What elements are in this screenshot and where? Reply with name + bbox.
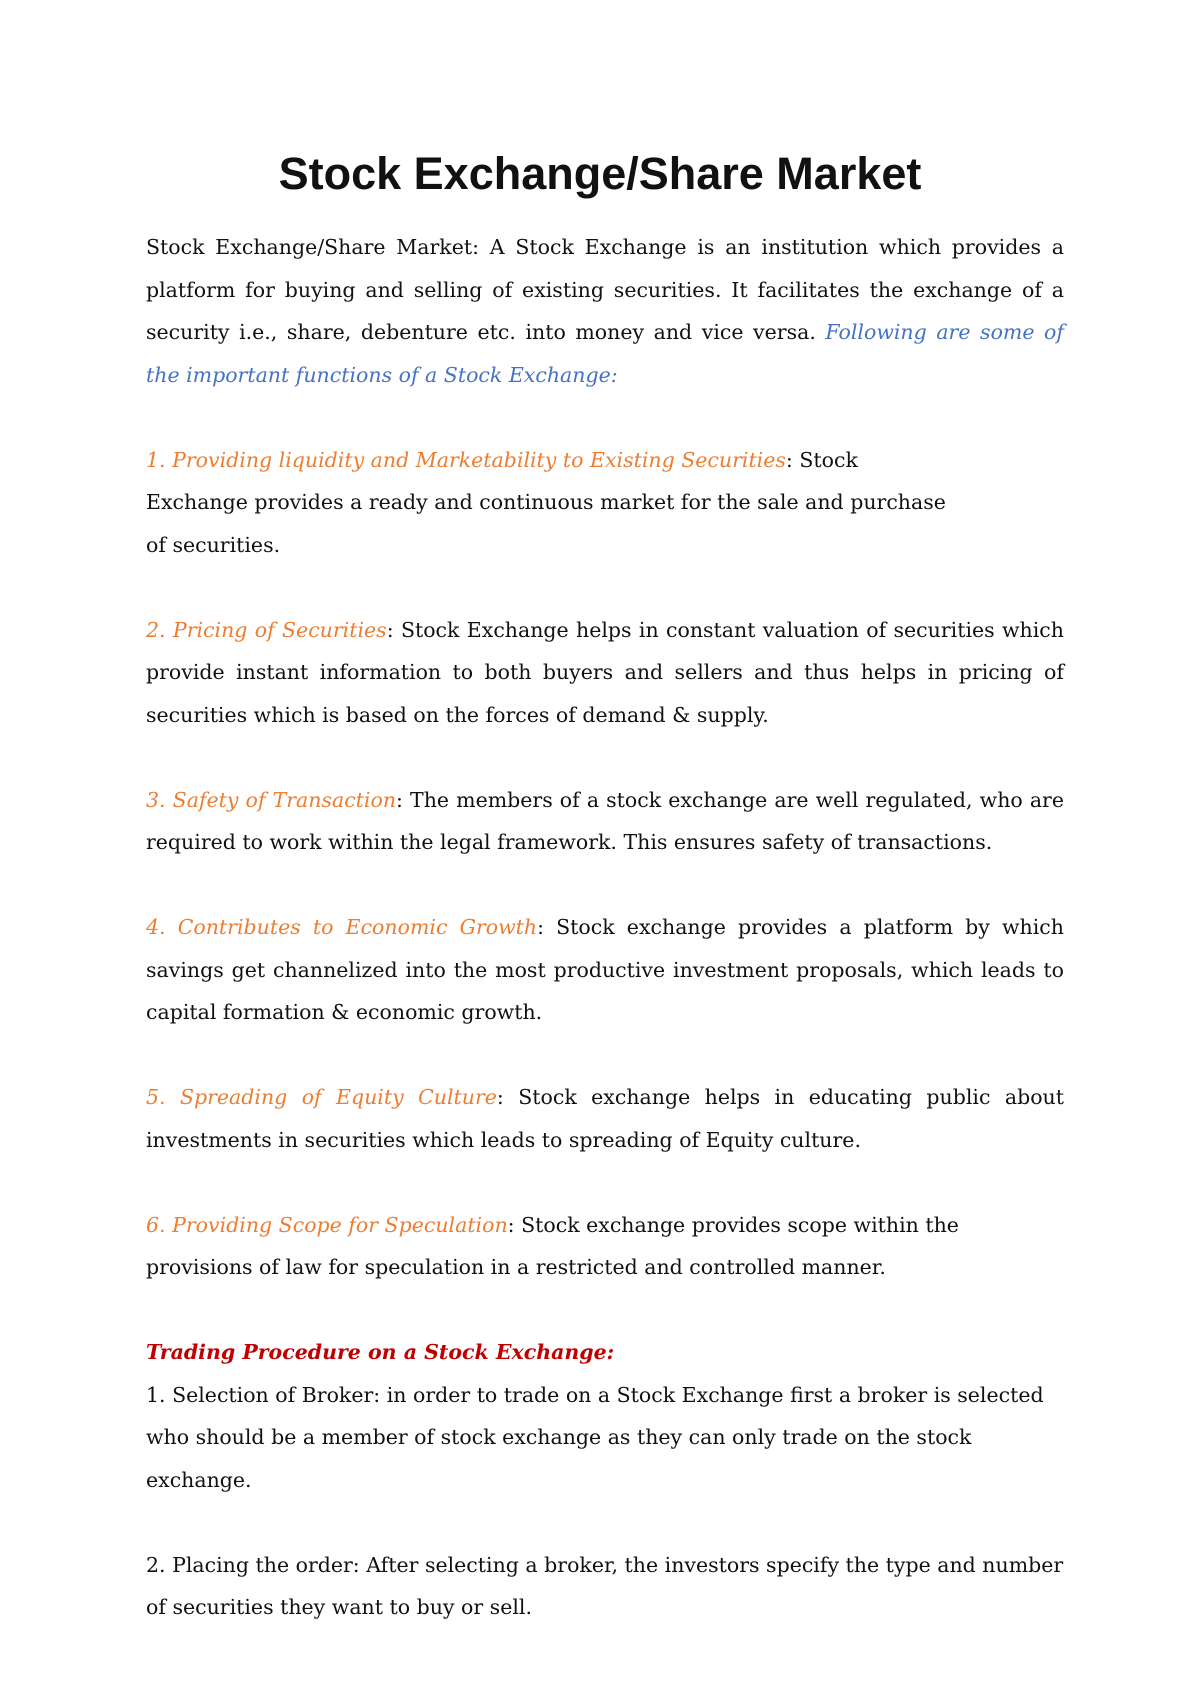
intro-highlight: Following are some of the important functions of a Stock Exchange: <box>146 320 1064 387</box>
function-paragraph-3: 3. Safety of Transaction: The members of a stock exchange are well regulated, who are required to work within the legal framework. This ensures safety of transactions. <box>146 787 1064 854</box>
function-paragraph-4: 4. Contributes to Economic Growth: Stock exchange provides a platform by which savings get channelized into the most productive investment proposals, which leads to capital formation & economic growth. <box>146 915 1064 1024</box>
function-text: Stock Exchange provides a ready and continuous market for the sale and purchase of securities. <box>146 447 946 557</box>
function-paragraph-1: 1. Providing liquidity and Marketability to Existing Securities: Stock Exchange provides a ready and continuous market for the sale and purchase of securities. <box>146 447 946 557</box>
function-text: Stock exchange provides scope within the provisions of law for speculation in a restricted and controlled manner. <box>146 1212 959 1279</box>
document-title: Stock Exchange/Share Market <box>278 148 922 199</box>
function-paragraph-5: 5. Spreading of Equity Culture: Stock exchange helps in educating public about investments in securities which leads to spreading of Equity culture. <box>146 1085 1064 1152</box>
function-heading: 1. Providing liquidity and Marketability to Existing Securities <box>146 447 786 472</box>
document-body <box>146 226 1064 1629</box>
function-paragraph-2: 2. Pricing of Securities: Stock Exchange helps in constant valuation of securities which provide instant information to both buyers and sellers and thus helps in pricing of securities which is based on the forces of demand & supply. <box>146 617 1064 727</box>
function-heading: 6. Providing Scope for Speculation <box>146 1212 508 1237</box>
function-text: The members of a stock exchange are well regulated, who are required to work within the legal framework. This ensures safety of transactions. <box>146 787 1064 854</box>
function-heading: 3. Safety of Transaction <box>146 787 397 812</box>
function-heading: 4. Contributes to Economic Growth <box>146 915 538 939</box>
function-text: Stock exchange provides a platform by which savings get channelized into the most productive investment proposals, which leads to capital formation & economic growth. <box>146 915 1064 1024</box>
trading-step-2: 2. Placing the order: After selecting a broker, the investors specify the type and number of securities they want to buy or sell. <box>146 1552 1064 1619</box>
spacer <box>146 566 1064 609</box>
intro-text: Stock Exchange/Share Market: A Stock Exchange is an institution which provides a platform for buying and selling of existing securities. It facilitates the exchange of a security i.e., share, debenture etc. into money and vice versa. <box>146 235 1064 344</box>
spacer <box>146 1501 1064 1544</box>
function-text: Stock exchange helps in educating public about investments in securities which leads to spreading of Equity culture. <box>146 1085 1064 1152</box>
spacer <box>146 1034 1064 1077</box>
spacer <box>146 1161 1064 1204</box>
trading-step-1: 1. Selection of Broker: in order to trade on a Stock Exchange first a broker is selected who should be a member of stock exchange as they can only trade on the stock exchange. <box>146 1382 1044 1492</box>
spacer <box>146 396 1064 439</box>
function-text: Stock Exchange helps in constant valuation of securities which provide instant information to both buyers and sellers and thus helps in pricing of securities which is based on the forces of demand & supply. <box>146 617 1064 727</box>
spacer <box>146 864 1064 907</box>
function-heading: 2. Pricing of Securities <box>146 617 387 642</box>
intro-paragraph <box>146 226 1064 396</box>
function-paragraph-6: 6. Providing Scope for Speculation: Stock exchange provides scope within the provisions of law for speculation in a restricted and controlled manner. <box>146 1212 959 1279</box>
spacer <box>146 736 1064 779</box>
trading-heading: Trading Procedure on a Stock Exchange: <box>146 1340 615 1364</box>
function-heading: 5. Spreading of Equity Culture <box>146 1085 497 1109</box>
spacer <box>146 1289 1064 1332</box>
